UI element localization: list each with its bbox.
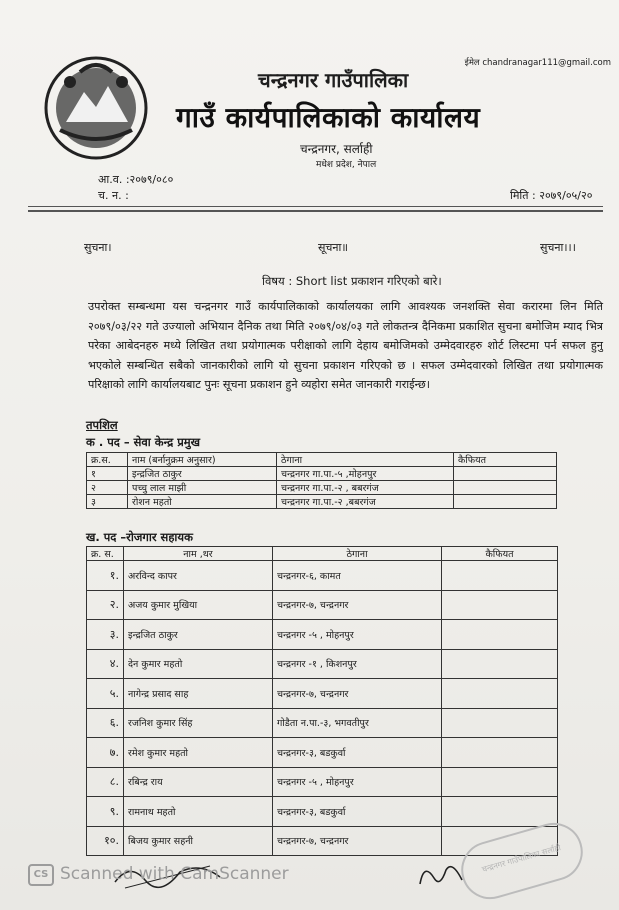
column-header: क्र.स.	[87, 453, 128, 467]
cell-address: चन्द्रनगर-७, चन्द्रनगर	[273, 590, 442, 620]
cell-name: रोशन महतो	[128, 495, 277, 509]
cell-remarks	[442, 561, 558, 591]
cell-name: रबिन्द्र राय	[124, 767, 273, 797]
header-divider-thick	[28, 210, 603, 212]
cell-address: चन्द्रनगर-७, चन्द्रनगर	[273, 679, 442, 709]
cell-address: चन्द्रनगर -१ , किशनपुर	[273, 649, 442, 679]
cell-address: चन्द्रनगर-३, बडकुर्वा	[273, 738, 442, 768]
scanner-watermark: Scanned with CamScanner	[60, 864, 289, 884]
fiscal-year: आ.व. :२०७९/०८०	[98, 173, 174, 186]
header-divider	[28, 206, 603, 207]
column-header: नाम ,थर	[124, 547, 273, 561]
table-row	[87, 767, 558, 797]
document-date: मिति : २०७९/०५/२०	[510, 189, 593, 202]
cell-sn: १.	[87, 561, 124, 591]
cell-remarks	[442, 797, 558, 827]
cell-name: रजनिश कुमार सिंह	[124, 708, 273, 738]
column-header: नाम (बर्नानुक्रम अनुसार)	[128, 453, 277, 467]
table-row	[87, 708, 558, 738]
body-paragraph: उपरोक्त सम्बन्धमा यस चन्द्रनगर गाउँ कार्यपालिकाको कार्यालयका लागि आवश्यक जनशक्ति सेवा करारमा लिन मिति २०७९/०३/२२ गते उज्यालो अभियान दैनिक तथा मिति २०७९/०४/०३ गते लोकतन्त्र दैनिकमा प्रकाशित सुचना बमोजिम म्याद भित्र परेका आबेदनहरु मध्ये लिखित तथा प्रयोगात्मक परीक्षाको लागि देहाय बमोजिमको उम्मेदवारहरु शोर्ट लिस्टमा पर्न सफल हुनु भएकोले सम्बन्धित सबैको जानकारीको लागि यो सुचना प्रकाशन गरिएको छ । सफल उम्मेदवारको लिखित तथा प्रयोगात्मक परिक्षाको लागि कार्यालयबाट पुनः सूचना प्रकाशन हुने व्यहोरा समेत जानकारी गराईन्छ।	[88, 300, 603, 391]
cell-name: अरविन्द कापर	[124, 561, 273, 591]
cell-remarks	[454, 467, 557, 481]
cell-remarks	[454, 495, 557, 509]
stamp-text: चन्द्रनगर गाउँपालिका सर्लाही	[480, 843, 562, 875]
cell-name: देन कुमार महतो	[124, 649, 273, 679]
municipality-name: चन्द्रनगर गाउँपालिका	[258, 68, 409, 92]
camscanner-logo-icon: CS	[28, 864, 54, 886]
cell-name: रमेश कुमार महतो	[124, 738, 273, 768]
column-header: क्र. स.	[87, 547, 124, 561]
cell-sn: ६.	[87, 708, 124, 738]
section-a-title: क . पद – सेवा केन्द्र प्रमुख	[86, 435, 201, 449]
cell-sn: २	[87, 481, 128, 495]
cell-remarks	[442, 649, 558, 679]
cell-sn: २.	[87, 590, 124, 620]
cell-name: रामनाथ महतो	[124, 797, 273, 827]
cell-name: पच्चु लाल माझी	[128, 481, 277, 495]
cell-name: इन्द्रजित ठाकुर	[124, 620, 273, 650]
notice-right: सुचना।।।	[540, 241, 576, 254]
cell-address: चन्द्रनगर-७, चन्द्रनगर	[273, 826, 442, 856]
table-row	[87, 649, 558, 679]
table-row	[87, 467, 557, 481]
section-b-title: ख. पद –रोजगार सहायक	[86, 530, 193, 544]
email-address: ईमेल chandranagar111@gmail.com	[464, 58, 611, 68]
cell-remarks	[442, 767, 558, 797]
cell-remarks	[454, 481, 557, 495]
cell-sn: ४.	[87, 649, 124, 679]
cell-name: अजय कुमार मुखिया	[124, 590, 273, 620]
cell-address: चन्द्रनगर गा.पा.-५ ,मोहनपुर	[277, 467, 454, 481]
cell-name: बिजय कुमार सहनी	[124, 826, 273, 856]
cell-sn: १०.	[87, 826, 124, 856]
office-location: चन्द्रनगर, सर्लाही	[300, 142, 373, 156]
column-header: ठेगाना	[277, 453, 454, 467]
table-row	[87, 679, 558, 709]
cell-address: चन्द्रनगर-६, कामत	[273, 561, 442, 591]
cell-address: गोडैता न.पा.-३, भगवतीपुर	[273, 708, 442, 738]
table-row	[87, 481, 557, 495]
column-header: कैफियत	[454, 453, 557, 467]
table-header-row	[87, 453, 557, 467]
cell-sn: ८.	[87, 767, 124, 797]
notice-left: सुचना।	[84, 241, 112, 254]
cell-sn: १	[87, 467, 128, 481]
column-header: ठेगाना	[273, 547, 442, 561]
cell-remarks	[442, 679, 558, 709]
cell-sn: ९.	[87, 797, 124, 827]
cell-sn: ३.	[87, 620, 124, 650]
cell-name: इन्द्रजित ठाकुर	[128, 467, 277, 481]
table-row	[87, 495, 557, 509]
section-a-table	[86, 452, 557, 509]
cell-address: चन्द्रनगर -५ , मोहनपुर	[273, 620, 442, 650]
cell-remarks	[442, 620, 558, 650]
table-row	[87, 738, 558, 768]
subject-line: विषय : Short list प्रकाशन गरिएको बारे।	[262, 274, 442, 288]
cell-address: चन्द्रनगर-३, बडकुर्वा	[273, 797, 442, 827]
table-row	[87, 590, 558, 620]
cell-sn: ५.	[87, 679, 124, 709]
cell-address: चन्द्रनगर -५ , मोहनपुर	[273, 767, 442, 797]
cell-sn: ३	[87, 495, 128, 509]
office-province: मधेश प्रदेश, नेपाल	[316, 160, 377, 170]
table-row	[87, 561, 558, 591]
cell-remarks	[442, 738, 558, 768]
schedule-label: तपशिल	[86, 418, 118, 432]
section-b-table	[86, 546, 558, 856]
table-row	[87, 797, 558, 827]
cell-address: चन्द्रनगर गा.पा.-२ , बबरगंज	[277, 481, 454, 495]
reference-number: च. न. :	[98, 189, 129, 202]
cell-remarks	[442, 708, 558, 738]
cell-sn: ७.	[87, 738, 124, 768]
table-row	[87, 620, 558, 650]
table-header-row	[87, 547, 558, 561]
signature-right-icon	[416, 858, 466, 892]
notice-center: सूचना॥	[318, 241, 348, 254]
cell-name: नागेन्द्र प्रसाद साह	[124, 679, 273, 709]
nepal-emblem-icon	[40, 52, 152, 164]
cell-address: चन्द्रनगर गा.पा.-२ ,बबरगंज	[277, 495, 454, 509]
cell-remarks	[442, 590, 558, 620]
column-header: कैफियत	[442, 547, 558, 561]
office-title: गाउँ कार्यपालिकाको कार्यालय	[176, 101, 481, 134]
